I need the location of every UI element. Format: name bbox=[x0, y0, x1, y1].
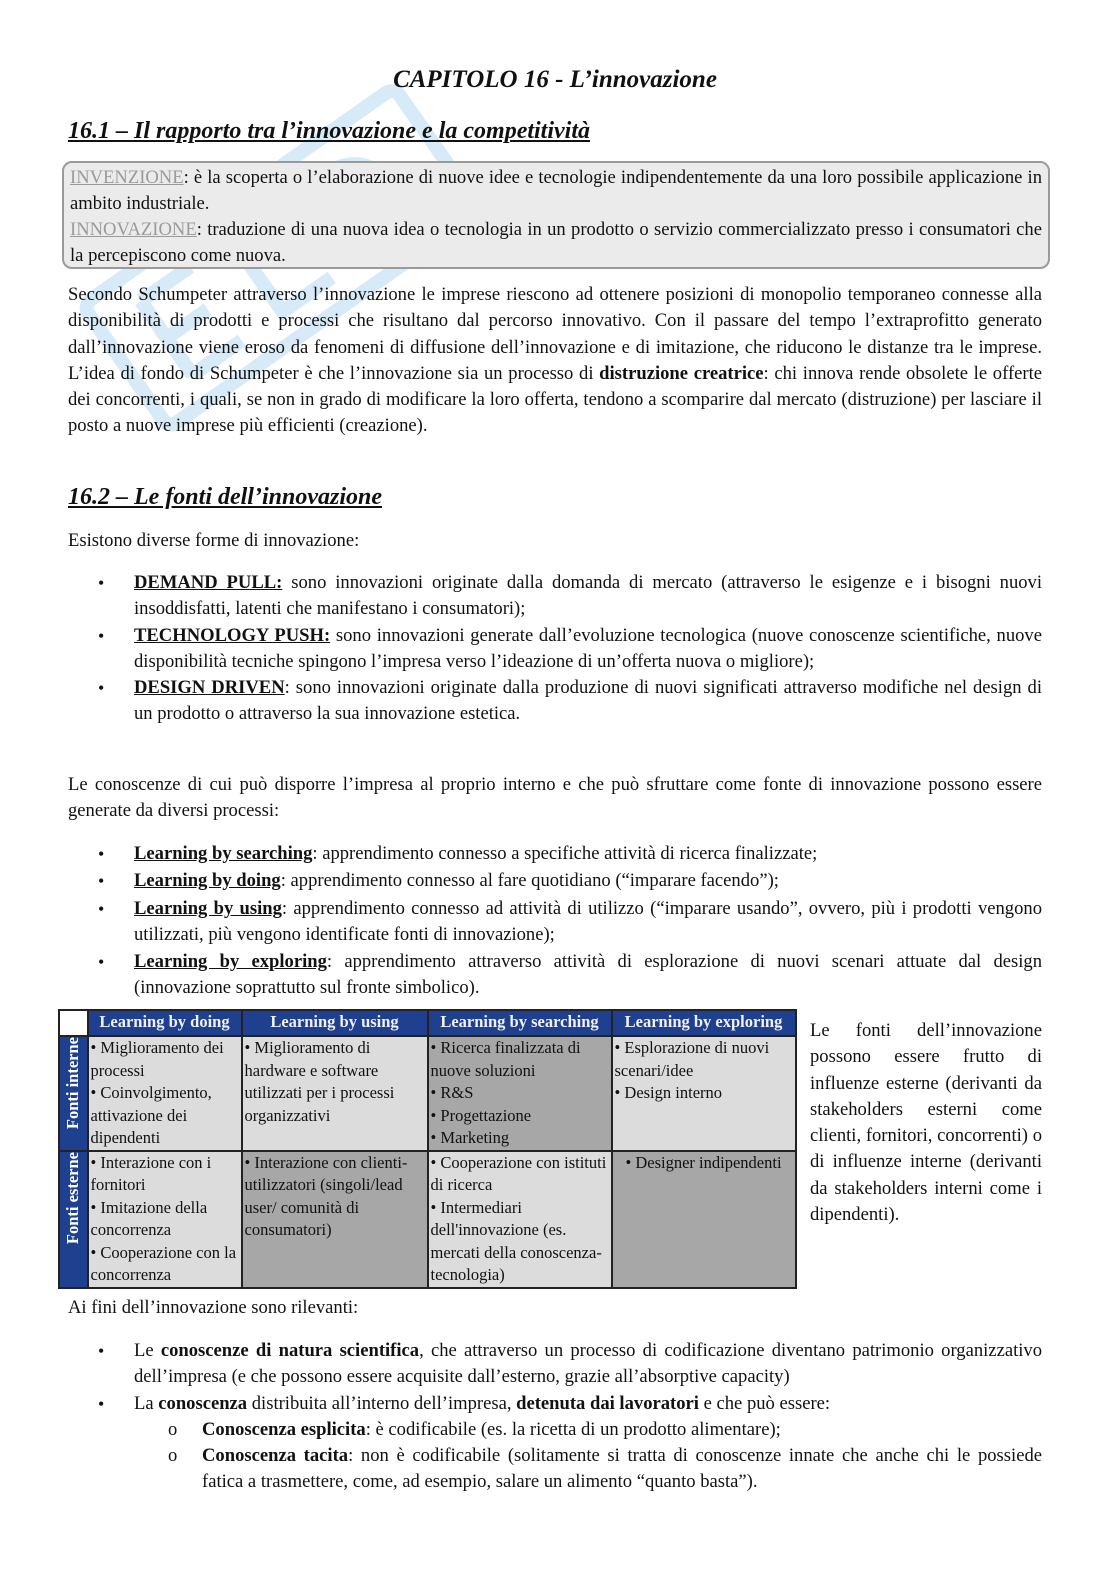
bold-term: Conoscenza esplicita bbox=[202, 1418, 366, 1440]
list-item bbox=[68, 623, 1042, 676]
bold-term: detenuta dai lavoratori bbox=[516, 1392, 699, 1414]
bold-term: DESIGN DRIVEN bbox=[134, 677, 285, 699]
bullet-icon: • bbox=[98, 1393, 105, 1414]
list-item-text: sono innovazioni originate dalla domanda di mercato (attraverso le esigenze e i bisogni nuovi insoddisfatti, latenti che manifestano i consumatori); bbox=[134, 572, 1042, 620]
list-item-text: : apprendimento attraverso attività di esplorazione di nuovi scenari attuate dal design (innovazione soprattutto sul fronte simbolico). bbox=[134, 951, 1042, 999]
list-item bbox=[68, 841, 1042, 867]
section-heading-16-1 bbox=[68, 116, 1042, 146]
side-note: Le fonti dell’innovazione possono essere frutto di influenze esterne (derivanti da stakeholders esterni come clienti, fornitori, concorrenti) o di influenze interne (derivanti da stakeholders interni come i dipendenti). bbox=[810, 1020, 1042, 1226]
list-item bbox=[68, 1391, 1042, 1496]
cell-line: • Cooperazione con istituti di ricerca bbox=[430, 1152, 607, 1194]
cell-line: • Esplorazione di nuovi scenari/idee bbox=[614, 1038, 770, 1080]
table-header-cell: Learning by using bbox=[242, 1010, 428, 1036]
table-row bbox=[59, 1151, 796, 1288]
cell-line: • Designer indipendenti bbox=[625, 1152, 782, 1172]
paragraph-text: Secondo Schumpeter attraverso l’innovazione le imprese riescono ad ottenere posizioni di monopolio temporaneo connesse alla disponibilità di prodotti e processi che risultano dal percorso innovativo. Con il passare del tempo l’extraprofitto generato dall’innovazione viene eroso da fenomeni di diffusione dell’innovazione e di imitazione, che riducono le distanze tra le imprese. L’idea di fondo di Schumpeter è che l’innovazione sia un processo di bbox=[68, 284, 1042, 384]
table-cell bbox=[612, 1151, 796, 1288]
section-heading-text: 16.1 – Il rapporto tra l’innovazione e la competitività bbox=[68, 118, 590, 144]
definition-innovazione bbox=[70, 217, 1042, 269]
list-item-text: : apprendimento connesso a specifiche attività di ricerca finalizzate; bbox=[312, 843, 818, 864]
bullet-icon: • bbox=[98, 898, 105, 919]
cell-line: • Cooperazione con la concorrenza bbox=[90, 1242, 237, 1284]
list-item-text: : è codificabile (es. la ricetta di un prodotto alimentare); bbox=[365, 1418, 781, 1440]
list-item-text: : non è codificabile (solitamente si tratta di conoscenze innate che anche chi le possiede fatica a trasmettere, come, ad esempio, salare un alimento “quanto basta”). bbox=[202, 1445, 1042, 1493]
table-header-cell: Learning by doing bbox=[88, 1010, 242, 1036]
table-cell bbox=[428, 1036, 612, 1151]
list-item bbox=[68, 949, 1042, 1002]
cell-line: • Coinvolgimento, attivazione dei dipendenti bbox=[90, 1083, 212, 1147]
knowledge-sublist bbox=[134, 1417, 1042, 1496]
bold-term: Conoscenza tacita bbox=[202, 1445, 349, 1467]
definition-box bbox=[62, 161, 1050, 269]
sublist-item bbox=[134, 1443, 1042, 1496]
cell-line: • Design interno bbox=[614, 1083, 723, 1102]
cell-line: • Miglioramento dei processi bbox=[90, 1038, 224, 1080]
term-innovazione: INNOVAZIONE bbox=[70, 219, 197, 240]
cell-line: • Marketing bbox=[430, 1128, 510, 1147]
list-item-text: sono innovazioni generate dall’evoluzione tecnologica (nuove conoscenze scientifiche, nuove disponibilità tecniche spingono l’impresa verso l’ideazione di un’offerta nuova o migliore); bbox=[134, 624, 1042, 672]
bullet-icon: • bbox=[98, 573, 105, 593]
table-cell bbox=[612, 1036, 796, 1151]
cell-line: • Interazione con i fornitori bbox=[90, 1152, 212, 1194]
cell-line: • Miglioramento di hardware e software utilizzati per i processi organizzativi bbox=[244, 1038, 395, 1125]
list-item bbox=[68, 570, 1042, 623]
list-item-text: Le bbox=[134, 1340, 161, 1361]
circle-bullet-icon: o bbox=[168, 1445, 178, 1467]
bullet-icon: • bbox=[98, 1341, 105, 1361]
row-label-internal bbox=[59, 1036, 88, 1151]
paragraph-text: : chi innova rende obsolete le offerte dei concorrenti, i quali, se non in grado di modificare la loro offerta, tendono a scomparire dal mercato (distruzione) per lasciare il posto a nuove imprese più efficienti (creazione). bbox=[68, 362, 1042, 437]
list-item-text: distribuita all’interno dell’impresa, bbox=[247, 1392, 517, 1414]
bold-term: distruzione creatrice bbox=[599, 362, 764, 384]
bold-term: Learning by searching bbox=[134, 843, 313, 864]
section-heading-16-2 bbox=[68, 482, 1042, 512]
sublist-item bbox=[134, 1417, 1042, 1443]
table-header-row bbox=[59, 1010, 796, 1036]
section-heading-text: 16.2 – Le fonti dell’innovazione bbox=[68, 484, 382, 510]
innovation-forms-list bbox=[68, 570, 1042, 728]
list-item-text: e che può essere: bbox=[698, 1392, 831, 1414]
term-invenzione: INVENZIONE bbox=[70, 167, 184, 188]
cell-line: • Intermediari dell'innovazione (es. mercati della conoscenza-tecnologia) bbox=[430, 1197, 602, 1284]
bullet-icon: • bbox=[98, 625, 105, 646]
table-header-cell: Learning by exploring bbox=[612, 1010, 796, 1036]
bold-term: conoscenze di natura scientifica bbox=[160, 1340, 420, 1361]
bold-term: conoscenza bbox=[158, 1392, 248, 1414]
table-cell bbox=[428, 1151, 612, 1288]
list-item-text: : apprendimento connesso ad attività di utilizzo (“imparare usando”, ovvero, più i prodotti vengono utilizzati, più vengono identificate fonti di innovazione); bbox=[134, 897, 1042, 945]
cell-line: • Interazione con clienti-utilizzatori (singoli/lead user/ comunità di consumatori) bbox=[244, 1152, 408, 1239]
table-corner-cell bbox=[59, 1010, 88, 1036]
definition-text: : traduzione di una nuova idea o tecnologia in un prodotto o servizio commercializzato presso i consumatori che la percepiscono come nuova. bbox=[70, 219, 1042, 266]
table-cell bbox=[242, 1151, 428, 1288]
bullet-icon: • bbox=[98, 952, 105, 973]
table-row bbox=[59, 1036, 796, 1151]
bold-term: TECHNOLOGY PUSH: bbox=[134, 624, 331, 646]
paragraph-forms-intro: Esistono diverse forme di innovazione: bbox=[68, 530, 360, 551]
table-cell bbox=[242, 1036, 428, 1151]
list-item bbox=[68, 868, 1042, 894]
definition-text: : è la scoperta o l’elaborazione di nuove idee e tecnologie indipendentemente da una loro possibile applicazione in ambito industriale. bbox=[70, 167, 1042, 214]
circle-bullet-icon: o bbox=[168, 1418, 178, 1440]
list-item-text: La bbox=[134, 1392, 159, 1414]
bold-term: Learning by using bbox=[134, 897, 282, 919]
cell-line: • Imitazione della concorrenza bbox=[90, 1197, 208, 1239]
learning-list bbox=[68, 841, 1042, 1002]
definition-invenzione bbox=[70, 165, 1042, 217]
list-item bbox=[68, 896, 1042, 949]
list-item bbox=[68, 675, 1042, 728]
relevant-list bbox=[68, 1338, 1042, 1496]
list-item bbox=[68, 1338, 1042, 1391]
chapter-title: CAPITOLO 16 - L’innovazione bbox=[393, 66, 717, 93]
table-cell bbox=[88, 1036, 242, 1151]
row-label-text: Fonti interne bbox=[63, 1037, 82, 1130]
list-item-text: : sono innovazioni originate dalla produzione di nuovi significati attraverso modifiche nel design di un prodotto o attraverso la sua innovazione estetica. bbox=[134, 677, 1042, 725]
cell-line: • Ricerca finalizzata di nuove soluzioni bbox=[430, 1038, 581, 1080]
row-label-external bbox=[59, 1151, 88, 1288]
list-item-text: : apprendimento connesso al fare quotidiano (“imparare facendo”); bbox=[280, 870, 779, 892]
list-item-text: , che attraverso un processo di codificazione diventano patrimonio organizzativo dell’impresa (e che possono essere acquisite dall’esterno, grazie all’absorptive capacity) bbox=[134, 1340, 1042, 1388]
innovation-sources-table bbox=[58, 1009, 797, 1289]
paragraph-knowledge-intro: Le conoscenze di cui può disporre l’impresa al proprio interno e che può sfruttare come fonte di innovazione possono essere generate da diversi processi: bbox=[68, 774, 1042, 822]
table-header-cell: Learning by searching bbox=[428, 1010, 612, 1036]
cell-line: • Progettazione bbox=[430, 1105, 532, 1125]
bold-term: Learning by doing bbox=[134, 870, 281, 892]
row-label-text: Fonti esterne bbox=[63, 1151, 82, 1244]
bold-term: Learning by exploring bbox=[134, 951, 327, 973]
table-cell bbox=[88, 1151, 242, 1288]
bullet-icon: • bbox=[98, 871, 105, 892]
bold-term: DEMAND PULL: bbox=[134, 572, 283, 593]
paragraph-schumpeter bbox=[68, 282, 1042, 440]
bullet-icon: • bbox=[98, 678, 105, 699]
cell-line: • R&S bbox=[430, 1083, 474, 1102]
paragraph-relevant-intro: Ai fini dell’innovazione sono rilevanti: bbox=[68, 1297, 359, 1318]
bullet-icon: • bbox=[98, 844, 105, 864]
